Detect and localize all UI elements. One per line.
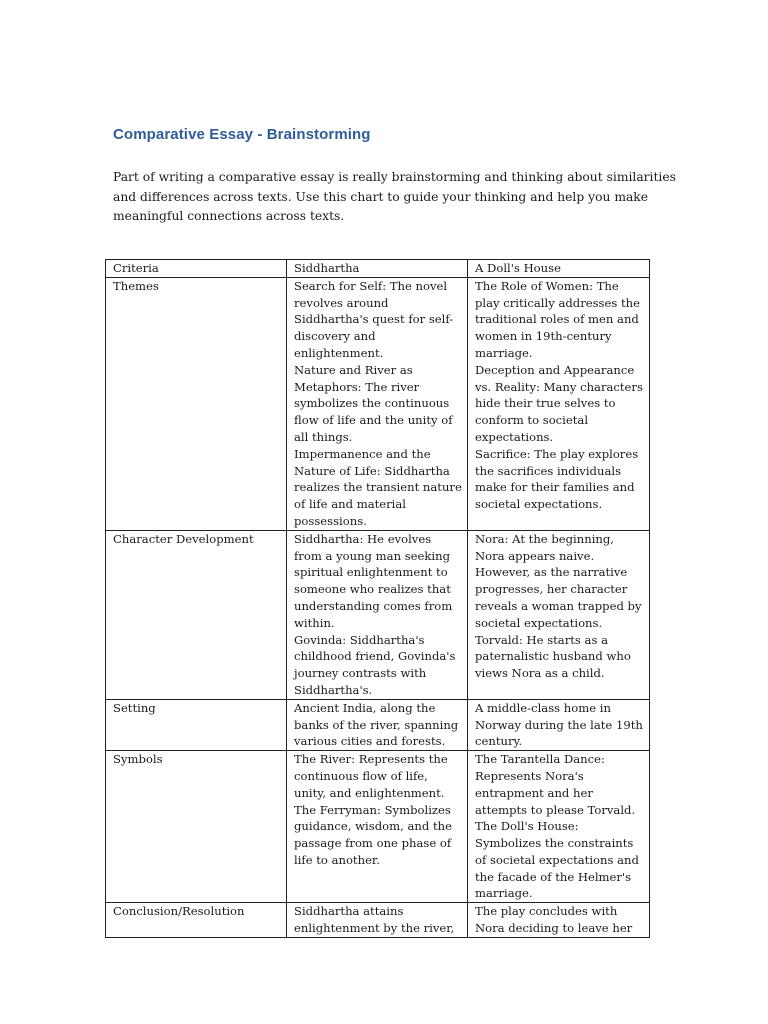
cell-line: Ancient India, along the — [294, 700, 436, 715]
cell-line: Nature of Life: Siddhartha — [294, 463, 450, 478]
cell-line: enlightenment by the river, — [294, 921, 455, 936]
criteria-cell: Character Development — [106, 530, 287, 699]
criteria-cell: Conclusion/Resolution — [106, 903, 287, 938]
cell-line: However, as the narrative — [475, 565, 628, 580]
criteria-cell: Themes — [106, 277, 287, 530]
intro-paragraph — [113, 168, 676, 227]
siddhartha-cell — [287, 751, 468, 903]
cell-line: marriage. — [475, 886, 533, 901]
cell-line: realizes the transient nature — [294, 480, 462, 495]
cell-line: Nora appears naive. — [475, 548, 595, 563]
cell-line: enlightenment. — [294, 345, 384, 360]
dolls-house-cell — [468, 699, 650, 750]
cell-line: reveals a woman trapped by — [475, 598, 642, 613]
cell-line: Siddhartha attains — [294, 904, 404, 919]
cell-line: life to another. — [294, 852, 380, 867]
cell-line: from a young man seeking — [294, 548, 451, 563]
cell-line: Nora: At the beginning, — [475, 531, 614, 546]
cell-line: flow of life and the unity of — [294, 413, 453, 428]
cell-line: possessions. — [294, 513, 367, 528]
cell-line: Symbolizes the constraints — [475, 836, 634, 851]
cell-line: women in 19th-century — [475, 329, 612, 344]
cell-line: Deception and Appearance — [475, 362, 635, 377]
siddhartha-cell — [287, 699, 468, 750]
table-row — [106, 699, 650, 750]
cell-line: all things. — [294, 429, 353, 444]
cell-line: of societal expectations and — [475, 852, 639, 867]
cell-line: Siddhartha's. — [294, 682, 373, 697]
cell-line: The Doll's House: — [475, 819, 579, 834]
cell-line: unity, and enlightenment. — [294, 785, 445, 800]
siddhartha-cell — [287, 277, 468, 530]
dolls-house-cell — [468, 903, 650, 938]
cell-line: someone who realizes that — [294, 582, 451, 597]
dolls-house-cell — [468, 751, 650, 903]
intro-line: and differences across texts. Use this chart to guide your thinking and help you make — [113, 189, 649, 204]
cell-line: entrapment and her — [475, 785, 593, 800]
page-title: Comparative Essay - Brainstorming — [113, 126, 371, 143]
cell-line: revolves around — [294, 295, 389, 310]
cell-line: discovery and — [294, 329, 376, 344]
cell-line: understanding comes from — [294, 598, 453, 613]
cell-line: continuous flow of life, — [294, 768, 428, 783]
cell-line: of life and material — [294, 497, 406, 512]
cell-line: banks of the river, spanning — [294, 717, 459, 732]
criteria-cell: Setting — [106, 699, 287, 750]
cell-line: traditional roles of men and — [475, 312, 639, 327]
dolls-house-cell — [468, 277, 650, 530]
cell-line: the facade of the Helmer's — [475, 869, 632, 884]
cell-line: various cities and forests. — [294, 734, 446, 749]
table-row — [106, 530, 650, 699]
table-header-row — [106, 260, 650, 278]
cell-line: attempts to please Torvald. — [475, 802, 636, 817]
cell-line: hide their true selves to — [475, 396, 616, 411]
cell-line: marriage. — [475, 345, 533, 360]
cell-line: Represents Nora's — [475, 768, 584, 783]
cell-line: Impermanence and the — [294, 446, 431, 461]
cell-line: A middle-class home in — [475, 700, 611, 715]
cell-line: progresses, her character — [475, 582, 628, 597]
intro-line: Part of writing a comparative essay is really brainstorming and thinking about similarities — [113, 170, 676, 184]
cell-line: within. — [294, 615, 335, 630]
cell-line: The Role of Women: The — [475, 278, 619, 293]
siddhartha-cell — [287, 903, 468, 938]
header-cell-criteria: Criteria — [106, 260, 287, 278]
cell-line: Nora deciding to leave her — [475, 921, 633, 936]
cell-line: play critically addresses the — [475, 295, 640, 310]
cell-line: Nature and River as — [294, 362, 413, 377]
cell-line: passage from one phase of — [294, 836, 452, 851]
cell-line: The River: Represents the — [294, 752, 448, 767]
siddhartha-cell — [287, 530, 468, 699]
cell-line: Govinda: Siddhartha's — [294, 632, 425, 647]
cell-line: Siddhartha's quest for self- — [294, 312, 454, 327]
cell-line: expectations. — [475, 429, 554, 444]
cell-line: views Nora as a child. — [475, 666, 605, 681]
cell-line: century. — [475, 734, 523, 749]
cell-line: Norway during the late 19th — [475, 717, 643, 732]
cell-line: societal expectations. — [475, 497, 603, 512]
dolls-house-cell — [468, 530, 650, 699]
header-cell-dolls-house: A Doll's House — [468, 260, 650, 278]
cell-line: Siddhartha: He evolves — [294, 531, 432, 546]
intro-line: meaningful connections across texts. — [113, 209, 345, 223]
cell-line: Torvald: He starts as a — [475, 632, 609, 647]
cell-line: paternalistic husband who — [475, 649, 631, 664]
cell-line: The play concludes with — [475, 904, 618, 919]
cell-line: Metaphors: The river — [294, 379, 420, 394]
cell-line: The Tarantella Dance: — [475, 752, 605, 767]
cell-line: Search for Self: The novel — [294, 278, 448, 293]
cell-line: childhood friend, Govinda's — [294, 649, 456, 664]
table-row — [106, 903, 650, 938]
cell-line: spiritual enlightenment to — [294, 565, 448, 580]
cell-line: societal expectations. — [475, 615, 603, 630]
cell-line: guidance, wisdom, and the — [294, 819, 452, 834]
criteria-cell: Symbols — [106, 751, 287, 903]
table-row — [106, 277, 650, 530]
cell-line: The Ferryman: Symbolizes — [294, 802, 451, 817]
comparison-table — [105, 259, 650, 938]
table-row — [106, 751, 650, 903]
cell-line: symbolizes the continuous — [294, 396, 450, 411]
cell-line: Sacrifice: The play explores — [475, 446, 639, 461]
cell-line: conform to societal — [475, 413, 589, 428]
cell-line: journey contrasts with — [294, 666, 427, 681]
cell-line: vs. Reality: Many characters — [475, 379, 643, 394]
cell-line: the sacrifices individuals — [475, 463, 622, 478]
header-cell-siddhartha: Siddhartha — [287, 260, 468, 278]
cell-line: make for their families and — [475, 480, 635, 495]
